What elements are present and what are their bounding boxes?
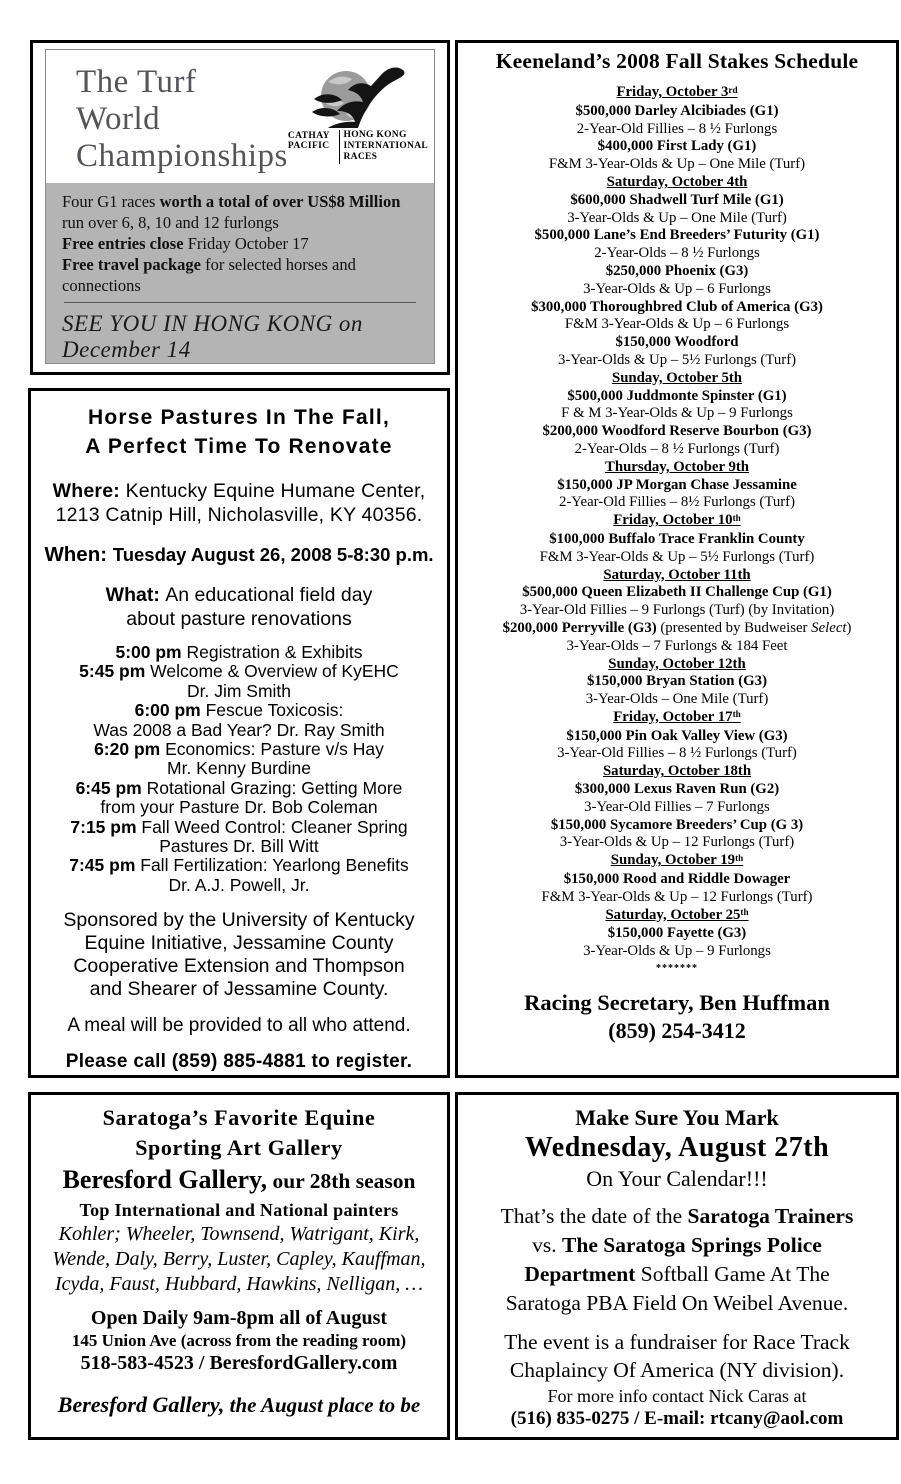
text-line: vs. The Saratoga Springs Police (532, 1233, 822, 1257)
stakes-race-line: $100,000 Buffalo Trace Franklin County (549, 530, 805, 547)
turf-ad-tagline: SEE YOU IN HONG KONG on December 14 (62, 311, 363, 362)
stakes-race-line: $150,000 Bryan Station (G3) (586, 673, 768, 690)
stakes-date-line: Sunday, October 5th (611, 369, 743, 386)
stakes-conditions-line: F&M 3-Year-Olds & Up – 6 Furlongs (564, 316, 790, 333)
pasture-field-day-notice (28, 388, 450, 1078)
text-line: Was 2008 a Bad Year? Dr. Ray Smith (93, 719, 385, 740)
stakes-conditions-line: 3-Year-Old Fillies – 8 ½ Furlongs (Turf) (557, 745, 797, 762)
band-divider (64, 302, 416, 303)
stakes-race-line: $250,000 Phoenix (G3) (605, 262, 749, 279)
text-line: That’s the date of the Saratoga Trainers (500, 1204, 854, 1228)
stakes-conditions-line: 3-Year-Olds & Up – One Mile (Turf) (567, 209, 787, 226)
text-line: 7:45 pm Fall Fertilization: Yearlong Benefits (69, 855, 409, 876)
stakes-race-line: $150,000 Sycamore Breeders’ Cup (G 3) (550, 816, 804, 833)
pasture-when (31, 543, 447, 567)
stakes-conditions-line: 2-Year-Old Fillies – 8 ½ Furlongs (576, 120, 778, 137)
gallery-tagline-name: Beresford Gallery, (57, 1392, 225, 1417)
text-line: 6:20 pm Economics: Pasture v/s Hay (94, 739, 384, 760)
stakes-race-line: $150,000 JP Morgan Chase Jessamine (557, 476, 797, 493)
cathay-pacific-label: CATHAY PACIFIC (287, 131, 330, 151)
gallery-name-line (31, 1163, 447, 1198)
gallery-painters-list (31, 1222, 447, 1297)
stakes-conditions-line: 2-Year-Old Fillies – 8½ Furlongs (Turf) (558, 494, 796, 511)
brand-divider (339, 130, 340, 164)
stakes-conditions-line: 2-Year-Olds – 8 ½ Furlongs (Turf) (574, 440, 780, 457)
stakes-conditions-line: F&M 3-Year-Olds & Up – 5½ Furlongs (Turf) (539, 548, 815, 565)
text-line: Equine Initiative, Jessamine County (84, 932, 394, 955)
stakes-race-line: $150,000 Pin Oak Valley View (G3) (566, 727, 788, 744)
racing-secretary: Racing Secretary, Ben Huffman (524, 990, 830, 1016)
stakes-conditions-line: F & M 3-Year-Olds & Up – 9 Furlongs (561, 405, 793, 422)
pasture-register-phone: Please call (859) 885-4881 to register. (65, 1051, 413, 1073)
text-line: Chaplaincy Of America (NY division). (509, 1358, 845, 1382)
turf-ad-title-line2: Championships (76, 138, 288, 174)
text-line: Dr. A.J. Powell, Jr. (168, 874, 310, 895)
gallery-subtitle: Top International and National painters (79, 1200, 399, 1220)
separator-stars: ******* (656, 963, 698, 975)
text-line: Four G1 races worth a total of over US$8 Million (62, 192, 401, 211)
hkir-logo (288, 64, 428, 175)
stakes-conditions-line: 3-Year-Olds & Up – 6 Furlongs (583, 280, 771, 297)
stakes-date-line: Friday, October 17th (613, 708, 741, 725)
softball-header-line3: On Your Calendar!!! (586, 1166, 768, 1191)
turf-ad-gray-band (46, 183, 434, 364)
stakes-conditions-line: 3-Year-Olds & Up – 5½ Furlongs (Turf) (557, 351, 797, 368)
hkir-label-line3: RACES (343, 152, 378, 162)
pasture-title-line2: A Perfect Time To Renovate (85, 435, 393, 458)
stakes-race-line: $300,000 Thoroughbred Club of America (G3) (531, 298, 823, 315)
pasture-schedule (31, 643, 447, 895)
hkir-brand-text (288, 130, 428, 164)
stakes-conditions-line: F&M 3-Year-Olds & Up – 12 Furlongs (Turf) (541, 888, 813, 905)
turf-world-ad (30, 40, 450, 375)
stakes-race-line: $150,000 Rood and Riddle Dowager (563, 871, 791, 888)
stakes-conditions-line: 3-Year-Olds & Up – 12 Furlongs (Turf) (559, 834, 795, 851)
keeneland-stakes-schedule (455, 40, 899, 1078)
text-line: Mr. Kenny Burdine (167, 758, 311, 779)
text-line: 6:00 pm Fescue Toxicosis: (134, 700, 344, 721)
stakes-race-line: $600,000 Shadwell Turf Mile (G1) (570, 191, 784, 208)
text-line: 1213 Catnip Hill, Nicholasville, KY 40356. (55, 504, 423, 526)
text-line: When: Tuesday August 26, 2008 5-8:30 p.m. (44, 543, 434, 566)
softball-game-notice (455, 1092, 899, 1440)
stakes-conditions-line: F&M 3-Year-Olds & Up – One Mile (Turf) (548, 156, 806, 173)
text-line: Dr. Jim Smith (186, 680, 292, 701)
turf-ad-band-lines (62, 191, 418, 296)
stakes-race-line: $150,000 Fayette (G3) (607, 925, 747, 942)
stakes-race-line: $500,000 Lane’s End Breeders’ Futurity (G1) (534, 227, 820, 244)
text-line: Saratoga PBA Field On Weibel Avenue. (505, 1291, 849, 1315)
stakes-date-line: Saturday, October 18th (602, 763, 752, 780)
text-line: Wende, Daly, Berry, Luster, Capley, Kauffman, (52, 1248, 426, 1270)
text-line: 7:15 pm Fall Weed Control: Cleaner Spring (70, 816, 408, 837)
text-line: Pastures Dr. Bill Witt (159, 836, 319, 857)
stakes-date-line: Saturday, October 11th (603, 566, 751, 583)
text-line: 5:45 pm Welcome & Overview of KyEHC (79, 661, 399, 682)
stakes-conditions-line: 3-Year-Olds & Up – 9 Furlongs (583, 943, 771, 960)
text-line: from your Pasture Dr. Bob Coleman (100, 797, 378, 818)
turf-ad-inner-frame (45, 49, 435, 364)
stakes-race-line: $200,000 Woodford Reserve Bourbon (G3) (542, 423, 812, 440)
stakes-race-line: $200,000 Perryville (G3) (presented by Budweiser Select) (502, 619, 852, 636)
text-line: 6:45 pm Rotational Grazing: Getting More (75, 777, 403, 798)
horse-globe-icon (306, 66, 410, 128)
stakes-race-line: $400,000 First Lady (G1) (597, 138, 757, 155)
turf-ad-header (46, 50, 434, 183)
softball-contact: For more info contact Nick Caras at (547, 1386, 807, 1406)
softball-contact-phone-email: (516) 835-0275 / E-mail: rtcany@aol.com (510, 1408, 844, 1429)
gallery-phone-website: 518-583-4523 / BeresfordGallery.com (80, 1352, 398, 1374)
stakes-race-line: $500,000 Queen Elizabeth II Challenge Cup (G1) (522, 584, 832, 601)
stakes-date-line: Saturday, October 4th (606, 173, 748, 190)
text-line: Cooperative Extension and Thompson (73, 955, 405, 978)
text-line: Free entries close Friday October 17 (62, 234, 309, 253)
text-line: Department Softball Game At The (524, 1262, 830, 1286)
gallery-title-line1: Saratoga’s Favorite Equine (102, 1105, 376, 1130)
stakes-date-line: Friday, October 3rd (616, 84, 738, 100)
text-line: run over 6, 8, 10 and 12 furlongs (62, 213, 279, 232)
pasture-what (31, 583, 447, 631)
racing-secretary-phone: (859) 254-3412 (608, 1018, 746, 1044)
stakes-race-line: $500,000 Darley Alcibiades (G1) (575, 102, 779, 119)
softball-header-line1: Make Sure You Mark (575, 1105, 779, 1130)
pasture-title-line1: Horse Pastures In The Fall, (88, 406, 390, 429)
stakes-date-line: Friday, October 10th (613, 512, 741, 529)
stakes-date-line: Saturday, October 25th (605, 906, 749, 923)
turf-ad-title-line1: The Turf World (76, 64, 197, 137)
text-line: Kohler; Wheeler, Townsend, Watrigant, Kirk, (58, 1223, 420, 1245)
text-line: about pasture renovations (126, 608, 352, 630)
gallery-title (31, 1103, 447, 1163)
stakes-date-line: Sunday, October 12th (608, 655, 746, 672)
stakes-race-line: $150,000 Woodford (615, 334, 739, 351)
softball-date: Wednesday, August 27th (524, 1132, 830, 1163)
turf-ad-title (76, 64, 288, 175)
gallery-hours: Open Daily 9am-8pm all of August (90, 1307, 388, 1329)
gallery-address: 145 Union Ave (across from the reading room) (71, 1331, 407, 1350)
gallery-title-line2: Sporting Art Gallery (135, 1135, 343, 1160)
beresford-gallery-ad (28, 1092, 450, 1440)
stakes-conditions-line: 2-Year-Olds – 8 ½ Furlongs (594, 245, 760, 262)
softball-fundraiser-note (458, 1328, 896, 1384)
text-line: Where: Kentucky Equine Humane Center, (52, 480, 426, 502)
stakes-list (458, 84, 896, 961)
text-line: Free travel package for selected horses and connections (62, 255, 356, 295)
stakes-race-line: $500,000 Juddmonte Spinster (G1) (567, 387, 787, 404)
gallery-tagline-rest: the August place to be (224, 1393, 421, 1417)
hkir-label-line1: HONG KONG (343, 130, 407, 140)
text-line: What: An educational field day (105, 584, 373, 606)
stakes-race-line: $300,000 Lexus Raven Run (G2) (574, 781, 780, 798)
stakes-conditions-line: 3-Year-Olds – 7 Furlongs & 184 Feet (566, 637, 788, 654)
pasture-sponsors (31, 909, 447, 1001)
pasture-meal-note: A meal will be provided to all who attend. (67, 1015, 411, 1037)
pasture-where (31, 479, 447, 527)
stakes-conditions-line: 3-Year-Old Fillies – 7 Furlongs (584, 798, 770, 815)
stakes-conditions-line: 3-Year-Old Fillies – 9 Furlongs (Turf) (by Invitation) (519, 602, 835, 619)
text-line: and Shearer of Jessamine County. (89, 978, 389, 1001)
hkir-label (344, 130, 429, 163)
text-line: Icyda, Faust, Hubbard, Hawkins, Nelligan, … (54, 1273, 424, 1295)
keeneland-title: Keeneland’s 2008 Fall Stakes Schedule (495, 49, 859, 73)
gallery-tagline (31, 1392, 447, 1418)
text-line: Sponsored by the University of Kentucky (63, 909, 415, 932)
hkir-label-line2: INTERNATIONAL (343, 141, 428, 151)
stakes-date-line: Sunday, October 19th (610, 852, 744, 869)
text-line: 5:00 pm Registration & Exhibits (115, 642, 363, 662)
stakes-date-line: Thursday, October 9th (604, 458, 750, 475)
pasture-title (31, 403, 447, 461)
stakes-conditions-line: 3-Year-Olds – One Mile (Turf) (585, 691, 769, 708)
softball-description (458, 1202, 896, 1318)
text-line: The event is a fundraiser for Race Track (504, 1330, 850, 1354)
text-line: Beresford Gallery, our 28th season (62, 1165, 416, 1194)
